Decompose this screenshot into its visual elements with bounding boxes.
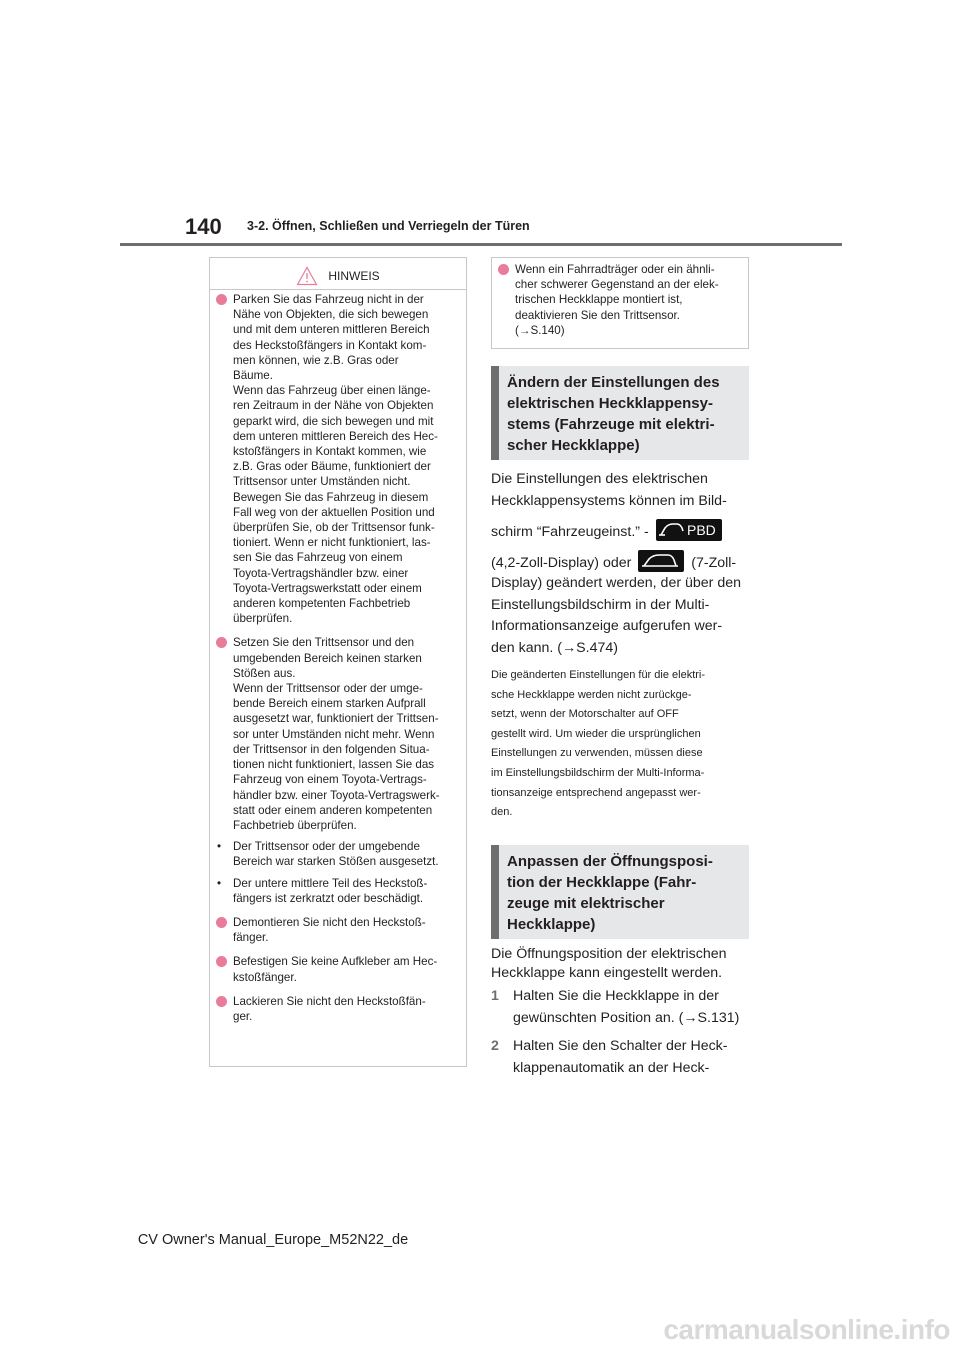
heading-line: scher Heckklappe) [507,437,640,454]
text-line: den kann. (→S.474) [491,639,618,656]
warning-icon [296,266,318,286]
heading-line: zeuge mit elektrischer [507,895,665,912]
notice-item [216,915,460,945]
step-number: 1 [491,988,499,1004]
step-text: Halten Sie die Heckklappe in der gewünschten Position an. (→S.131) [513,988,740,1026]
notice-item [216,635,460,833]
notice-item [498,262,742,338]
note-line: Einstellungen zu verwenden, müssen diese [491,747,703,760]
text-span: schirm “Fahrzeugeinst.” - [491,523,653,540]
bullet-dot-icon [498,264,509,275]
step-item [491,1036,749,1079]
text-line: Einstellungsbildschirm in der Multi- [491,596,710,613]
note-line: Die geänderten Einstellungen für die elektri- [491,669,706,681]
bullet-dot-icon [216,637,227,648]
notice-item-text: Befestigen Sie keine Aufkleber am Hec- kstoßfänger. [233,955,438,984]
section-header: 3-2. Öffnen, Schließen und Verriegeln der Türen [247,219,530,233]
notice-subitem [216,839,460,869]
body-paragraph [491,469,749,659]
notice-box [209,257,467,1067]
heading-line: elektrischen Heckklappensy- [507,395,713,412]
body-paragraph [491,945,749,983]
vehicle-icon [638,550,684,572]
section-heading [491,366,749,460]
bullet-dot-icon [216,294,227,305]
notice-item-text: Parken Sie das Fahrzeug nicht in der Nähe von Objekten, die sich bewegen und mit dem unteren mittleren Bereich des Heckstoßfängers in Kontakt kom- men können, wie z.B. Gras oder Bäume. Wenn das Fahrzeug über einen länge- ren Zeitraum in der Nähe von Objekten geparkt wird, die sich bewegen und mit dem unteren mittleren Bereich des Hec- kstoßfängers in Kontakt kommen, wie z.B. Gras oder Bäume, funktioniert der Trittsensor unter Umständen nicht. Bewegen Sie das Fahrzeug in diesem Fall weg von der aktuellen Position und überprüfen Sie, ob der Trittsensor funk- tioniert. Wenn er nicht funktioniert, las- sen Sie das Fahrzeug von einem Toyota-Vertragshändler bzw. einer Toyota-Vertragswerkstatt oder einem anderen kompetenten Fachbetrieb überprüfen. [233,293,438,626]
text-line: Heckklappe kann eingestellt werden. [491,965,723,981]
notice-subitem-text: Der Trittsensor oder der umgebende Bereich war starken Stößen ausgesetzt. [233,840,439,869]
step-number: 2 [491,1038,499,1054]
heading-line: stems (Fahrzeuge mit elektri- [507,416,715,433]
notice-item [216,994,460,1024]
bullet-dot-icon [216,996,227,1007]
note-line: den. [491,806,513,819]
notice-header [210,258,466,288]
text-line: Heckklappensystems können im Bild- [491,492,727,509]
pbd-label: PBD [686,522,716,538]
step-text: Halten Sie den Schalter der Heck- klappenautomatik an der Heck- [513,1038,728,1076]
small-note [491,666,749,823]
watermark: carmanualsonline.info [663,1314,950,1345]
notice-continued-box [491,257,749,349]
notice-subitem [216,876,460,906]
text-line: Informationsanzeige aufgerufen wer- [491,618,723,634]
page-number: 140 [185,214,222,239]
notice-content [216,292,460,1033]
notice-subitem-text: Der untere mittlere Teil des Heckstoß- fängers ist zerkratzt oder beschädigt. [233,876,428,905]
header-rule [120,243,842,246]
heading-line: Ändern der Einstellungen des [507,374,720,391]
notice-item-text: Lackieren Sie nicht den Heckstoßfän- ger. [233,994,426,1023]
text-line: Display) geändert werden, der über den [491,575,742,591]
notice-title: HINWEIS [328,269,380,283]
bullet-dot-icon [216,917,227,928]
notice-item-text: Wenn ein Fahrradträger oder ein ähnli- cher schwerer Gegenstand an der elek- trischen Heckklappe montiert ist, deaktivieren Sie den Trittsensor. (→S.140) [515,263,719,337]
note-line: setzt, wenn der Motorschalter auf OFF [491,708,679,721]
note-line: tionsanzeige entsprechend angepasst wer- [491,786,701,799]
heading-line: Anpassen der Öffnungsposi- [507,853,713,870]
heading-line: Heckklappe) [507,916,596,933]
note-line: sche Heckklappe werden nicht zurückge- [491,688,692,701]
notice-item [216,292,460,626]
heading-line: tion der Heckklappe (Fahr- [507,874,697,891]
step-item [491,986,749,1029]
vehicle-pbd-icon [656,519,722,541]
section-heading [491,845,749,939]
text-span: (4,2-Zoll-Display) oder [491,554,636,571]
notice-item [216,954,460,984]
text-span: (7-Zoll- [687,554,737,571]
text-line: Die Einstellungen des elektrischen [491,471,708,487]
text-line: Die Öffnungsposition der elektrischen [491,946,727,962]
sub-bullet-mark: • [217,876,222,890]
notice-item-text: Demontieren Sie nicht den Heckstoß- fänger. [233,915,426,945]
footer-text: CV Owner's Manual_Europe_M52N22_de [137,1232,409,1248]
note-line: im Einstellungsbildschirm der Multi-Informa- [491,766,705,779]
sub-bullet-mark: • [217,840,222,854]
note-line: gestellt wird. Um wieder die ursprünglichen [491,727,701,740]
text-line [491,552,749,574]
text-line [491,521,749,543]
bullet-dot-icon [216,956,227,967]
notice-item-text: Setzen Sie den Trittsensor und den umgebenden Bereich keinen starken Stößen aus. Wenn der Trittsensor oder der umge- bende Bereich einem starken Aufprall ausgesetzt war, funktioniert der Trittsen- sor unter Umständen nicht mehr. Wenn der Trittsensor in den folgenden Situa- tionen nicht funktioniert, lassen Sie das Fahrzeug von einem Toyota-Vertrags- händler bzw. einer Toyota-Vertragswerk- statt oder einem anderen kompetenten Fachbetrieb überprüfen. [233,636,440,832]
notice-divider [210,289,466,290]
